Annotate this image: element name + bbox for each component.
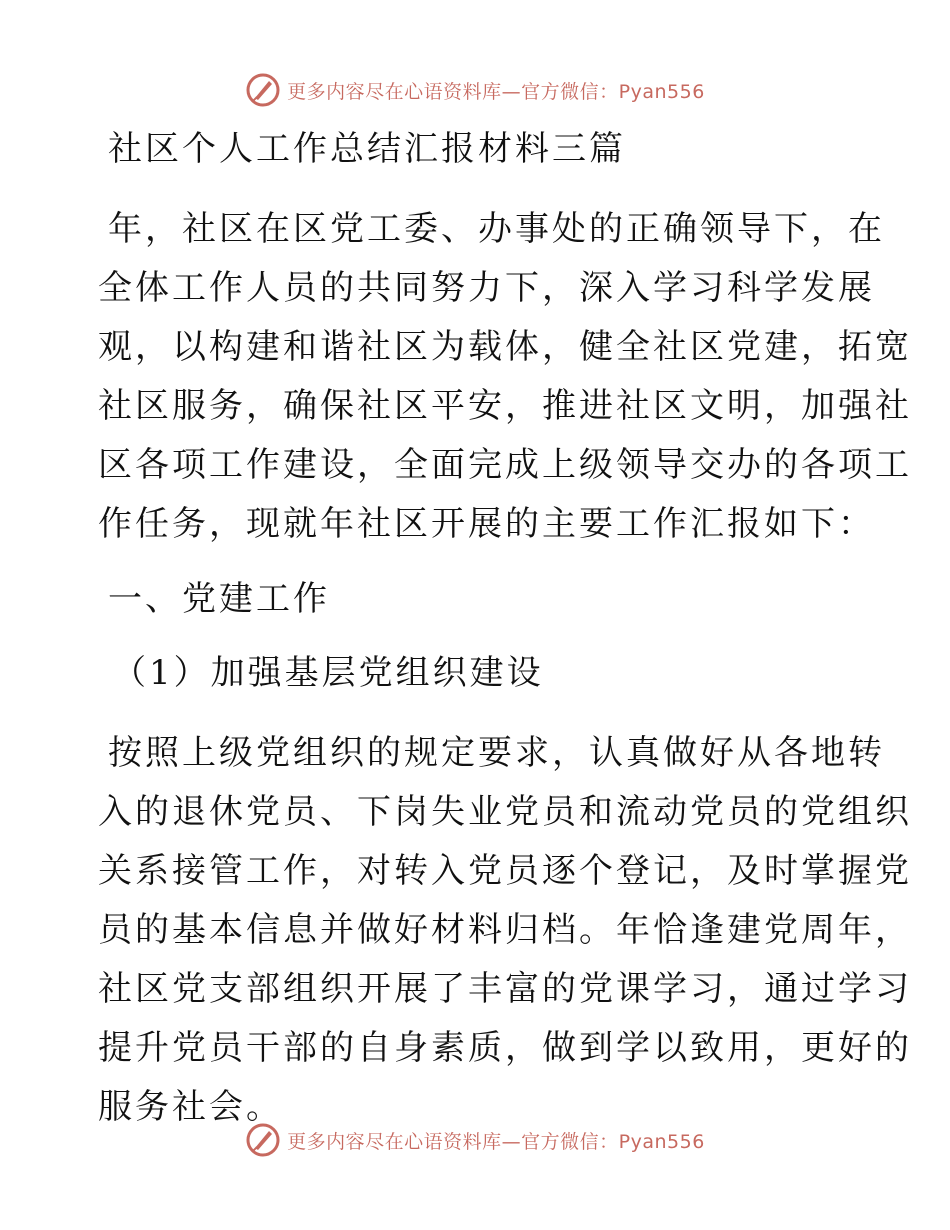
watermark-footer	[0, 1120, 950, 1160]
paragraph-line: 关系接管工作，对转入党员逐个登记，及时掌握党	[98, 851, 912, 891]
paragraph-line: 提升党员干部的自身素质，做到学以致用，更好的	[98, 1028, 912, 1068]
document-title: 社区个人工作总结汇报材料三篇	[108, 129, 626, 169]
paragraph-line: 服务社会。	[98, 1087, 283, 1127]
paragraph-line: 社区党支部组织开展了丰富的党课学习，通过学习	[98, 969, 912, 1009]
paragraph-line: 员的基本信息并做好材料归档。年恰逢建党周年，	[98, 910, 912, 950]
paragraph-line: 按照上级党组织的规定要求，认真做好从各地转	[108, 733, 885, 773]
paragraph-line: 年，社区在区党工委、办事处的正确领导下，在	[108, 209, 885, 249]
quill-pen-logo-icon	[245, 1122, 281, 1158]
paragraph-line: 区各项工作建设，全面完成上级领导交办的各项工	[98, 445, 912, 485]
document-body	[98, 118, 912, 1159]
paragraph-line: 入的退休党员、下岗失业党员和流动党员的党组织	[98, 792, 912, 832]
body-paragraph	[98, 724, 912, 1137]
paragraph-line: 全体工作人员的共同努力下，深入学习科学发展	[98, 268, 875, 308]
subsection-heading: （1）加强基层党组织建设	[112, 653, 544, 693]
section-heading: 一、党建工作	[108, 579, 330, 619]
watermark-text: 更多内容尽在心语资料库—官方微信：Pyan556	[287, 80, 705, 103]
paragraph-line: 社区服务，确保社区平安，推进社区文明，加强社	[98, 386, 912, 426]
watermark-text: 更多内容尽在心语资料库—官方微信：Pyan556	[287, 1130, 705, 1153]
paragraph-line: 作任务，现就年社区开展的主要工作汇报如下：	[98, 504, 875, 544]
quill-pen-logo-icon	[245, 72, 281, 108]
watermark-header	[0, 70, 950, 110]
intro-paragraph	[98, 200, 912, 554]
paragraph-line: 观，以构建和谐社区为载体，健全社区党建，拓宽	[98, 327, 912, 367]
